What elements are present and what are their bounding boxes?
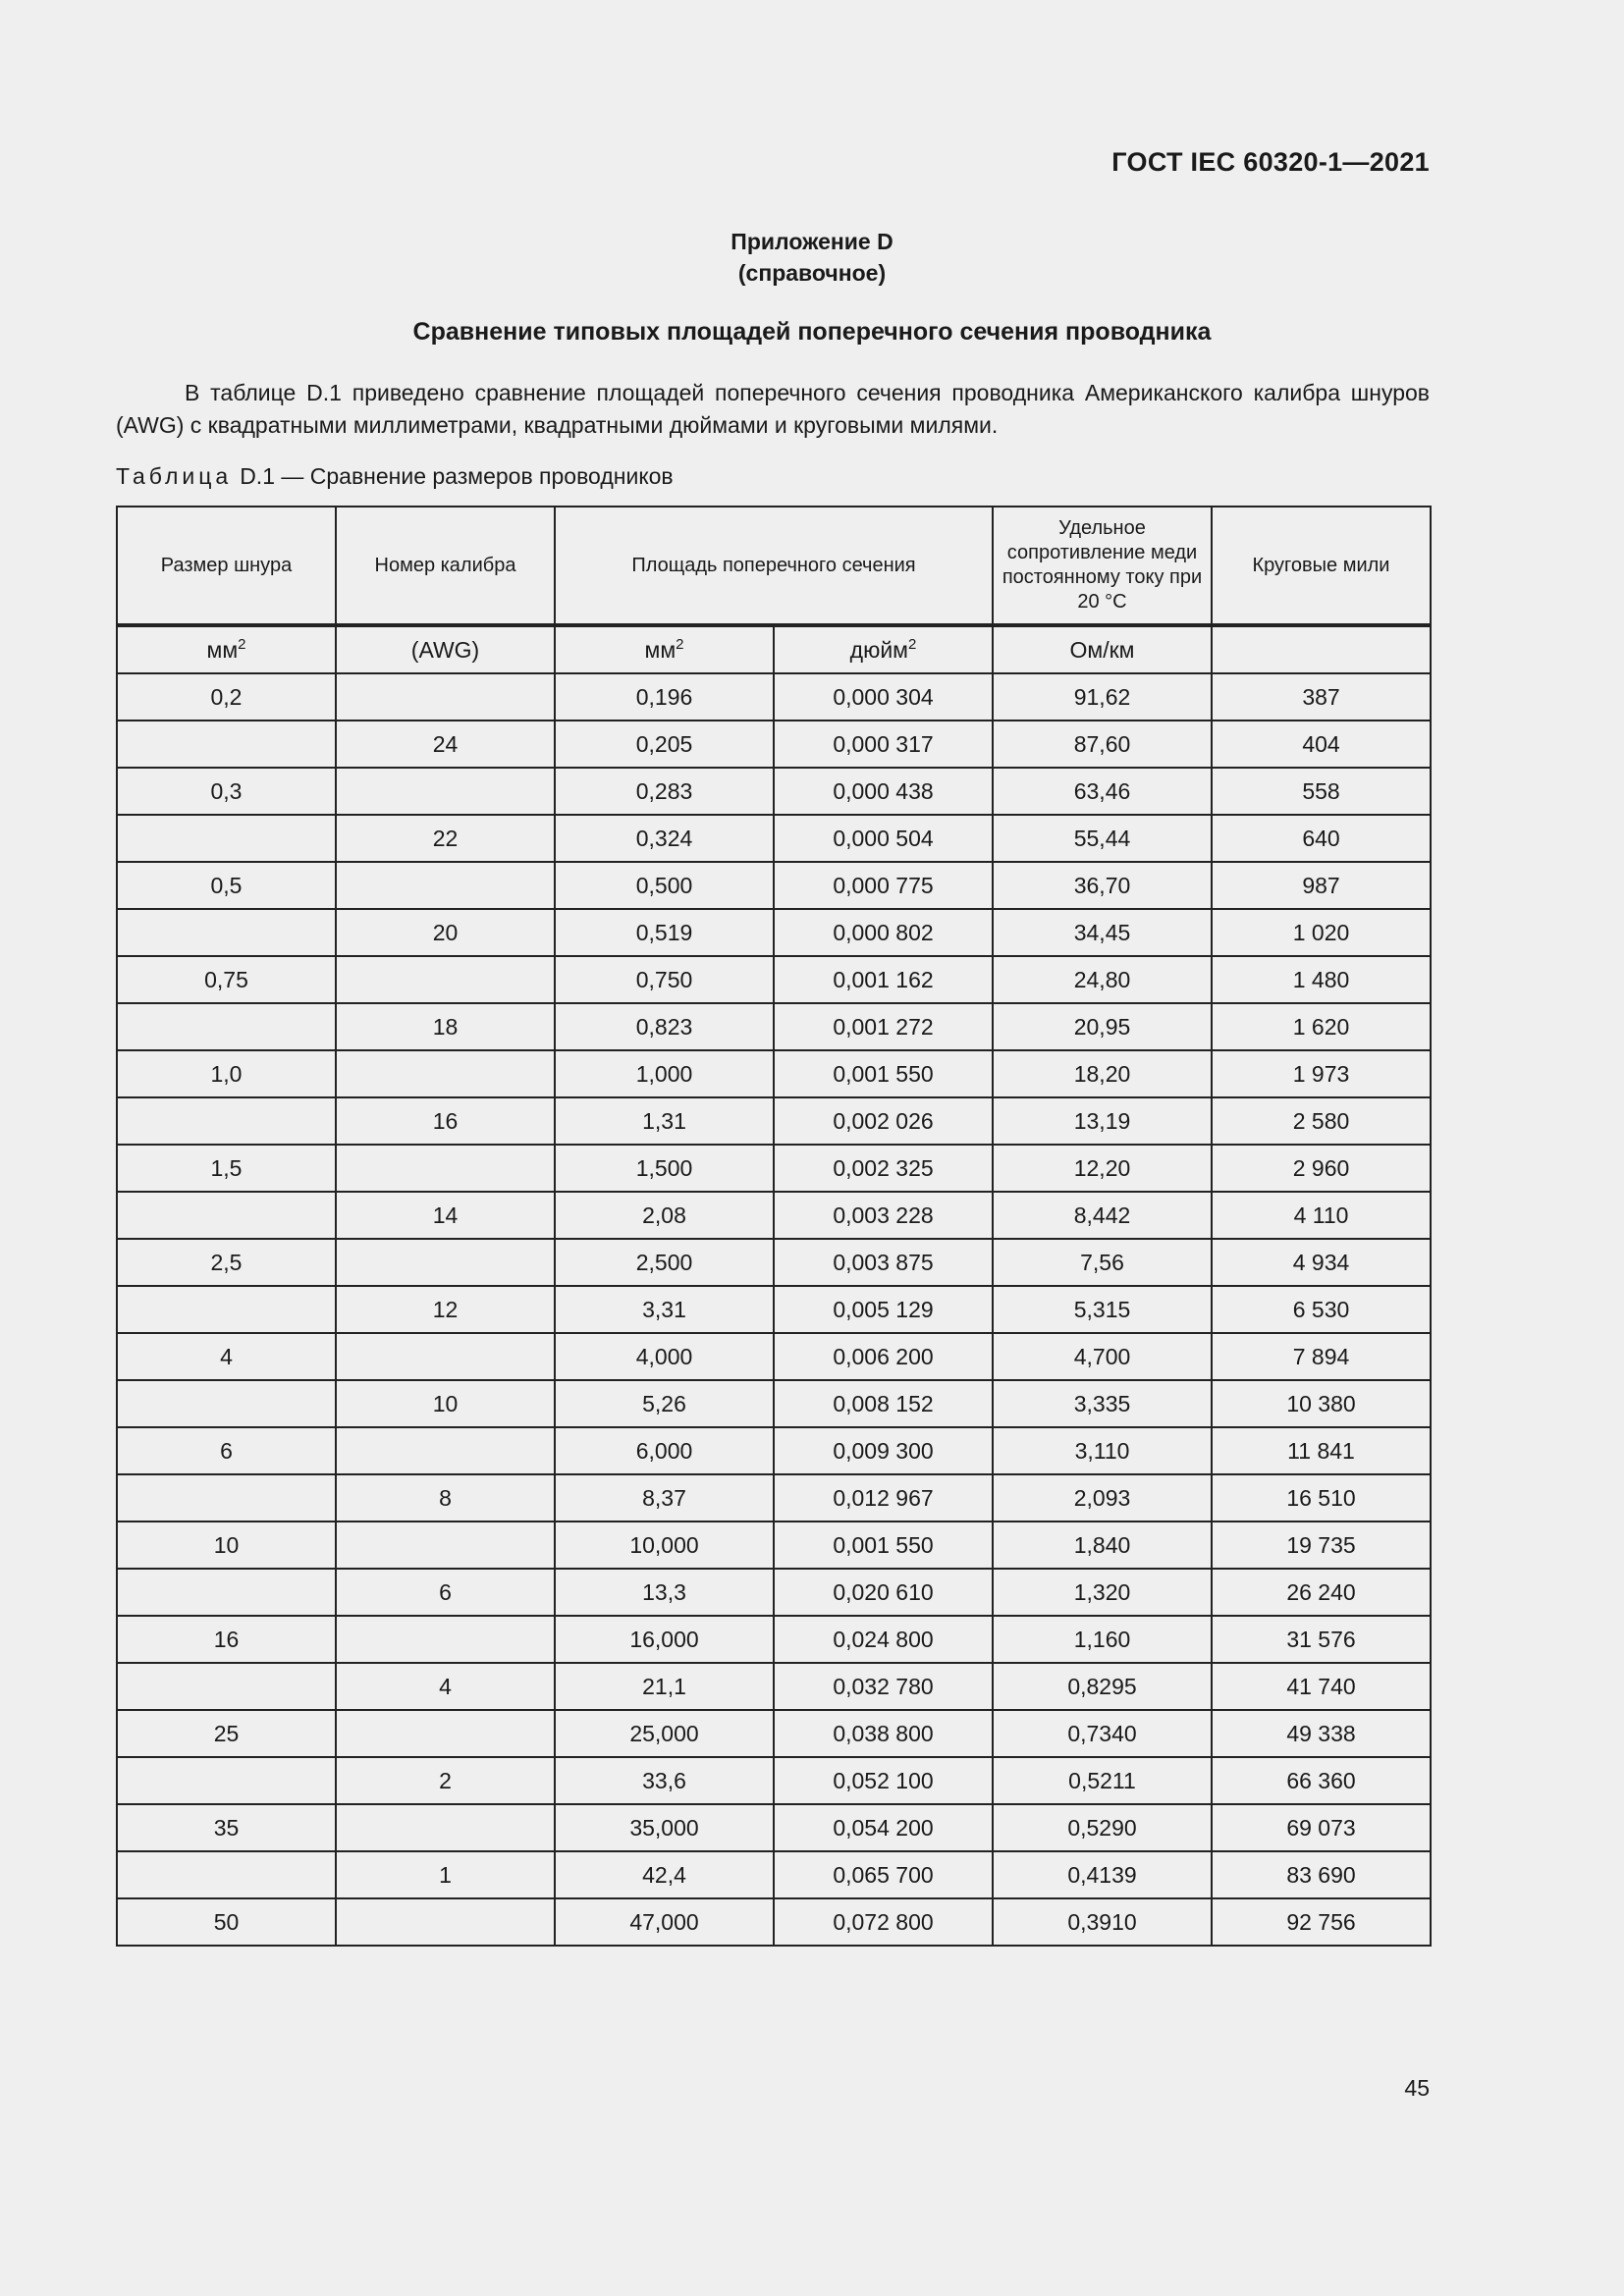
- cell-cord-size: [117, 909, 336, 956]
- cell-cord-size: [117, 815, 336, 862]
- section-heading: Сравнение типовых площадей поперечного сечения проводника: [412, 318, 1212, 346]
- cell-area-mm2: 0,205: [555, 721, 774, 768]
- cell-gauge: 14: [336, 1192, 555, 1239]
- cell-resistance: 91,62: [993, 673, 1212, 721]
- cell-gauge: [336, 862, 555, 909]
- cell-area-inch2: 0,001 162: [774, 956, 993, 1003]
- cell-cord-size: [117, 1192, 336, 1239]
- cell-cord-size: [117, 721, 336, 768]
- header-cross-section-area: Площадь поперечного сечения: [555, 507, 993, 625]
- cell-resistance: 0,4139: [993, 1851, 1212, 1898]
- table-row: [117, 1003, 1431, 1050]
- table-row: [117, 1663, 1431, 1710]
- cell-cord-size: 10: [117, 1522, 336, 1569]
- cell-circular-mils: 7 894: [1212, 1333, 1431, 1380]
- cell-area-inch2: 0,001 550: [774, 1522, 993, 1569]
- table-row: [117, 673, 1431, 721]
- cell-gauge: [336, 673, 555, 721]
- cell-cord-size: 4: [117, 1333, 336, 1380]
- cell-cord-size: 1,0: [117, 1050, 336, 1097]
- cell-circular-mils: 41 740: [1212, 1663, 1431, 1710]
- cell-area-mm2: 1,31: [555, 1097, 774, 1145]
- cell-cord-size: [117, 1851, 336, 1898]
- cell-area-mm2: 1,000: [555, 1050, 774, 1097]
- cell-resistance: 0,7340: [993, 1710, 1212, 1757]
- cell-gauge: [336, 1050, 555, 1097]
- cell-gauge: [336, 1239, 555, 1286]
- unit-area-inch2: [774, 625, 993, 673]
- unit-resistance: Ом/км: [993, 625, 1212, 673]
- cell-cord-size: 25: [117, 1710, 336, 1757]
- table-caption-text: D.1 — Сравнение размеров проводников: [240, 463, 674, 489]
- cell-area-inch2: 0,012 967: [774, 1474, 993, 1522]
- table-body: [117, 673, 1431, 1946]
- cell-resistance: 1,320: [993, 1569, 1212, 1616]
- table-units-row: [117, 625, 1431, 673]
- cell-area-inch2: 0,072 800: [774, 1898, 993, 1946]
- cell-circular-mils: 26 240: [1212, 1569, 1431, 1616]
- cell-area-mm2: 0,519: [555, 909, 774, 956]
- unit-mm2-exponent: 2: [676, 635, 684, 653]
- cell-cord-size: [117, 1003, 336, 1050]
- header-resistance: Удельное сопротивление меди постоянному току при 20 °C: [993, 507, 1212, 625]
- cell-resistance: 36,70: [993, 862, 1212, 909]
- cell-area-mm2: 2,08: [555, 1192, 774, 1239]
- cell-circular-mils: 31 576: [1212, 1616, 1431, 1663]
- cell-area-mm2: 33,6: [555, 1757, 774, 1804]
- cell-circular-mils: 4 934: [1212, 1239, 1431, 1286]
- cell-circular-mils: 16 510: [1212, 1474, 1431, 1522]
- unit-area-mm2: [555, 625, 774, 673]
- table-row: [117, 1192, 1431, 1239]
- cell-gauge: [336, 1710, 555, 1757]
- unit-mm2-base: мм: [644, 636, 677, 663]
- table-row: [117, 1522, 1431, 1569]
- cell-circular-mils: 387: [1212, 673, 1431, 721]
- cell-cord-size: [117, 1286, 336, 1333]
- cell-cord-size: [117, 1097, 336, 1145]
- cell-area-mm2: 0,750: [555, 956, 774, 1003]
- cell-gauge: 22: [336, 815, 555, 862]
- cell-resistance: 13,19: [993, 1097, 1212, 1145]
- cell-circular-mils: 987: [1212, 862, 1431, 909]
- cell-resistance: 2,093: [993, 1474, 1212, 1522]
- cell-circular-mils: 2 960: [1212, 1145, 1431, 1192]
- cell-cord-size: 50: [117, 1898, 336, 1946]
- cell-resistance: 0,8295: [993, 1663, 1212, 1710]
- cell-resistance: 3,335: [993, 1380, 1212, 1427]
- appendix-subtitle: (справочное): [737, 260, 887, 286]
- cell-gauge: [336, 768, 555, 815]
- cell-circular-mils: 558: [1212, 768, 1431, 815]
- cell-resistance: 8,442: [993, 1192, 1212, 1239]
- cell-cord-size: 6: [117, 1427, 336, 1474]
- cell-cord-size: [117, 1569, 336, 1616]
- cell-gauge: [336, 1804, 555, 1851]
- table-row: [117, 1427, 1431, 1474]
- cell-resistance: 55,44: [993, 815, 1212, 862]
- table-row: [117, 768, 1431, 815]
- cell-circular-mils: 4 110: [1212, 1192, 1431, 1239]
- cell-cord-size: [117, 1663, 336, 1710]
- table-row: [117, 1050, 1431, 1097]
- table-row: [117, 1851, 1431, 1898]
- table-row: [117, 1145, 1431, 1192]
- table-row: [117, 1710, 1431, 1757]
- cell-area-inch2: 0,000 504: [774, 815, 993, 862]
- cell-area-mm2: 42,4: [555, 1851, 774, 1898]
- cell-area-inch2: 0,032 780: [774, 1663, 993, 1710]
- cell-circular-mils: 49 338: [1212, 1710, 1431, 1757]
- cell-gauge: 24: [336, 721, 555, 768]
- cell-area-mm2: 8,37: [555, 1474, 774, 1522]
- document-code: ГОСТ IEC 60320-1—2021: [1111, 147, 1430, 177]
- cell-area-inch2: 0,065 700: [774, 1851, 993, 1898]
- table-header-row: [117, 507, 1431, 625]
- intro-paragraph: В таблице D.1 приведено сравнение площадей поперечного сечения проводника Американского калибра шнуров (AWG) с квадратными миллиметрами, квадратными дюймами и круговыми милями.: [116, 380, 1430, 438]
- cell-area-mm2: 0,823: [555, 1003, 774, 1050]
- cell-area-inch2: 0,008 152: [774, 1380, 993, 1427]
- cell-circular-mils: 83 690: [1212, 1851, 1431, 1898]
- cell-gauge: 20: [336, 909, 555, 956]
- cell-resistance: 87,60: [993, 721, 1212, 768]
- unit-circular-mils: [1212, 625, 1431, 673]
- cell-area-inch2: 0,054 200: [774, 1804, 993, 1851]
- cell-area-inch2: 0,000 438: [774, 768, 993, 815]
- cell-area-mm2: 6,000: [555, 1427, 774, 1474]
- table-caption: [116, 463, 674, 490]
- unit-cord-size: [117, 625, 336, 673]
- cell-area-mm2: 16,000: [555, 1616, 774, 1663]
- cell-gauge: 10: [336, 1380, 555, 1427]
- table-row: [117, 721, 1431, 768]
- cell-area-mm2: 3,31: [555, 1286, 774, 1333]
- cell-area-inch2: 0,001 272: [774, 1003, 993, 1050]
- cell-area-mm2: 0,196: [555, 673, 774, 721]
- cell-cord-size: [117, 1474, 336, 1522]
- cell-resistance: 34,45: [993, 909, 1212, 956]
- cell-gauge: 2: [336, 1757, 555, 1804]
- cell-area-mm2: 0,324: [555, 815, 774, 862]
- unit-gauge: (AWG): [336, 625, 555, 673]
- cell-area-inch2: 0,000 775: [774, 862, 993, 909]
- cell-circular-mils: 66 360: [1212, 1757, 1431, 1804]
- cell-resistance: 12,20: [993, 1145, 1212, 1192]
- cell-area-inch2: 0,002 026: [774, 1097, 993, 1145]
- cell-area-inch2: 0,001 550: [774, 1050, 993, 1097]
- cell-circular-mils: 92 756: [1212, 1898, 1431, 1946]
- cell-cord-size: [117, 1380, 336, 1427]
- cell-cord-size: 0,2: [117, 673, 336, 721]
- cell-area-mm2: 47,000: [555, 1898, 774, 1946]
- cell-gauge: [336, 1616, 555, 1663]
- cell-area-inch2: 0,003 875: [774, 1239, 993, 1286]
- header-cord-size: Размер шнура: [117, 507, 336, 625]
- cell-gauge: 6: [336, 1569, 555, 1616]
- table-row: [117, 1804, 1431, 1851]
- cell-circular-mils: 6 530: [1212, 1286, 1431, 1333]
- cell-resistance: 0,5211: [993, 1757, 1212, 1804]
- cell-gauge: [336, 1898, 555, 1946]
- cell-resistance: 3,110: [993, 1427, 1212, 1474]
- cell-area-mm2: 1,500: [555, 1145, 774, 1192]
- cell-cord-size: 1,5: [117, 1145, 336, 1192]
- cell-area-inch2: 0,002 325: [774, 1145, 993, 1192]
- cell-area-mm2: 2,500: [555, 1239, 774, 1286]
- cell-circular-mils: 1 620: [1212, 1003, 1431, 1050]
- cell-area-inch2: 0,020 610: [774, 1569, 993, 1616]
- cell-resistance: 5,315: [993, 1286, 1212, 1333]
- cell-area-mm2: 0,500: [555, 862, 774, 909]
- cell-resistance: 1,160: [993, 1616, 1212, 1663]
- appendix-block: [0, 226, 1624, 289]
- cell-gauge: 4: [336, 1663, 555, 1710]
- cell-circular-mils: 69 073: [1212, 1804, 1431, 1851]
- cell-circular-mils: 640: [1212, 815, 1431, 862]
- cell-cord-size: 2,5: [117, 1239, 336, 1286]
- cell-area-inch2: 0,006 200: [774, 1333, 993, 1380]
- cell-area-inch2: 0,009 300: [774, 1427, 993, 1474]
- cell-area-inch2: 0,052 100: [774, 1757, 993, 1804]
- cell-circular-mils: 1 480: [1212, 956, 1431, 1003]
- table-row: [117, 1569, 1431, 1616]
- cell-area-inch2: 0,000 802: [774, 909, 993, 956]
- cell-cord-size: 0,5: [117, 862, 336, 909]
- cell-resistance: 18,20: [993, 1050, 1212, 1097]
- cell-resistance: 24,80: [993, 956, 1212, 1003]
- page-number: 45: [1404, 2075, 1430, 2101]
- table-row: [117, 1333, 1431, 1380]
- cell-circular-mils: 404: [1212, 721, 1431, 768]
- unit-inch-base: дюйм: [849, 636, 908, 663]
- cell-area-inch2: 0,000 304: [774, 673, 993, 721]
- cell-area-mm2: 35,000: [555, 1804, 774, 1851]
- cell-resistance: 63,46: [993, 768, 1212, 815]
- cell-gauge: 16: [336, 1097, 555, 1145]
- cell-gauge: [336, 1333, 555, 1380]
- table-caption-label: Таблица: [116, 463, 233, 489]
- cell-gauge: [336, 956, 555, 1003]
- cell-resistance: 0,3910: [993, 1898, 1212, 1946]
- table-row: [117, 1898, 1431, 1946]
- cell-gauge: 1: [336, 1851, 555, 1898]
- cell-area-mm2: 0,283: [555, 768, 774, 815]
- cell-area-inch2: 0,000 317: [774, 721, 993, 768]
- cell-cord-size: 0,3: [117, 768, 336, 815]
- cell-area-inch2: 0,024 800: [774, 1616, 993, 1663]
- table-row: [117, 1097, 1431, 1145]
- conductor-comparison-table: [116, 506, 1432, 1947]
- cell-circular-mils: 1 020: [1212, 909, 1431, 956]
- table-row: [117, 862, 1431, 909]
- table-row: [117, 1286, 1431, 1333]
- table-row: [117, 1757, 1431, 1804]
- cell-resistance: 20,95: [993, 1003, 1212, 1050]
- cell-area-mm2: 5,26: [555, 1380, 774, 1427]
- cell-gauge: [336, 1522, 555, 1569]
- table-row: [117, 1616, 1431, 1663]
- cell-area-inch2: 0,003 228: [774, 1192, 993, 1239]
- cell-area-mm2: 10,000: [555, 1522, 774, 1569]
- table-row: [117, 909, 1431, 956]
- cell-cord-size: 16: [117, 1616, 336, 1663]
- appendix-title: Приложение D: [731, 229, 893, 254]
- cell-gauge: 12: [336, 1286, 555, 1333]
- cell-circular-mils: 2 580: [1212, 1097, 1431, 1145]
- unit-mm-exponent: 2: [238, 635, 246, 653]
- cell-circular-mils: 19 735: [1212, 1522, 1431, 1569]
- cell-circular-mils: 11 841: [1212, 1427, 1431, 1474]
- cell-area-inch2: 0,038 800: [774, 1710, 993, 1757]
- cell-resistance: 0,5290: [993, 1804, 1212, 1851]
- cell-resistance: 4,700: [993, 1333, 1212, 1380]
- cell-cord-size: 35: [117, 1804, 336, 1851]
- table-row: [117, 815, 1431, 862]
- header-gauge: Номер калибра: [336, 507, 555, 625]
- cell-resistance: 7,56: [993, 1239, 1212, 1286]
- header-circular-mils: Круговые мили: [1212, 507, 1431, 625]
- cell-area-mm2: 4,000: [555, 1333, 774, 1380]
- unit-mm-base: мм: [206, 636, 239, 663]
- cell-area-mm2: 13,3: [555, 1569, 774, 1616]
- cell-gauge: 8: [336, 1474, 555, 1522]
- cell-circular-mils: 1 973: [1212, 1050, 1431, 1097]
- cell-circular-mils: 10 380: [1212, 1380, 1431, 1427]
- cell-area-mm2: 25,000: [555, 1710, 774, 1757]
- table-row: [117, 1239, 1431, 1286]
- table-row: [117, 1380, 1431, 1427]
- cell-cord-size: [117, 1757, 336, 1804]
- cell-area-mm2: 21,1: [555, 1663, 774, 1710]
- cell-cord-size: 0,75: [117, 956, 336, 1003]
- cell-gauge: [336, 1427, 555, 1474]
- cell-gauge: [336, 1145, 555, 1192]
- cell-gauge: 18: [336, 1003, 555, 1050]
- unit-inch-exponent: 2: [908, 635, 917, 653]
- table-row: [117, 1474, 1431, 1522]
- cell-area-inch2: 0,005 129: [774, 1286, 993, 1333]
- table-row: [117, 956, 1431, 1003]
- cell-resistance: 1,840: [993, 1522, 1212, 1569]
